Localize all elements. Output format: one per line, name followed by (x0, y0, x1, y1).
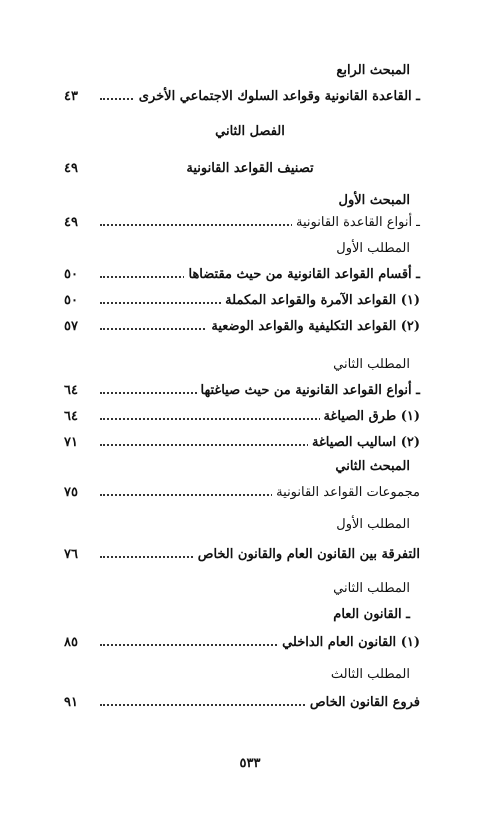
toc-entry (64, 382, 420, 404)
toc-entry-text: فروع القانون الخاص (306, 694, 420, 712)
toc-entry-page: ٤٩ (64, 214, 92, 232)
chapter-page: ٤٩ (64, 161, 78, 176)
subsection-heading: المطلب الثاني (333, 581, 410, 596)
toc-entry (64, 88, 420, 110)
toc-entry-page: ٦٤ (64, 382, 92, 400)
toc-entry-text: (٢) اساليب الصياغة (308, 434, 420, 452)
toc-entry (64, 318, 420, 340)
toc-entry (64, 292, 420, 314)
toc-entry-page: ٥٧ (64, 318, 92, 336)
toc-entry-page: ٦٤ (64, 408, 92, 426)
toc-entry-text: مجموعات القواعد القانونية (272, 484, 420, 502)
toc-entry-text: ـ أنواع القواعد القانونية من حيث صياغتها (197, 382, 420, 400)
toc-entry-text: (١) القانون العام الداخلي (278, 634, 420, 652)
toc-entry (64, 266, 420, 288)
toc-entry (64, 408, 420, 430)
toc-entry-text: ـ أنواع القاعدة القانونية (292, 214, 420, 232)
section-heading: المبحث الثاني (335, 459, 410, 474)
toc-entry (64, 434, 420, 456)
toc-entry-page: ٧٦ (64, 546, 92, 564)
toc-entry-text: (١) القواعد الآمرة والقواعد المكملة (221, 292, 420, 310)
toc-entry-text: ـ القاعدة القانونية وقواعد السلوك الاجتماعي الأخرى (135, 88, 420, 106)
section-heading: ـ القانون العام (333, 607, 410, 622)
toc-entry (64, 694, 420, 716)
toc-entry-text: (٢) القواعد التكليفية والقواعد الوضعية (207, 318, 420, 336)
subsection-heading: المطلب الثالث (330, 667, 410, 682)
toc-entry-text: ـ أقسام القواعد القانونية من حيث مقتضاها (184, 266, 420, 284)
toc-entry-page: ٥٠ (64, 292, 92, 310)
toc-entry-page: ٧٥ (64, 484, 92, 502)
chapter-heading: الفصل الثاني (215, 124, 285, 139)
toc-entry (64, 546, 420, 568)
toc-entry-page: ٧١ (64, 434, 92, 452)
toc-entry-text: (١) طرق الصياغة (320, 408, 420, 426)
toc-entry-text: التفرقة بين القانون العام والقانون الخاص (194, 546, 420, 564)
subsection-heading: المطلب الثاني (333, 357, 410, 372)
toc-entry-page: ٨٥ (64, 634, 92, 652)
toc-entry (64, 214, 420, 236)
section-heading: المبحث الرابع (336, 63, 410, 78)
section-heading: المبحث الأول (338, 193, 410, 208)
toc-entry-page: ٩١ (64, 694, 92, 712)
toc-entry (64, 634, 420, 656)
toc-entry-page: ٤٣ (64, 88, 92, 106)
toc-entry-page: ٥٠ (64, 266, 92, 284)
page-number: ٥٣٣ (239, 756, 261, 771)
subsection-heading: المطلب الأول (336, 241, 410, 256)
chapter-title: تصنيف القواعد القانونية (186, 161, 314, 176)
toc-entry (64, 484, 420, 506)
subsection-heading: المطلب الأول (336, 517, 410, 532)
